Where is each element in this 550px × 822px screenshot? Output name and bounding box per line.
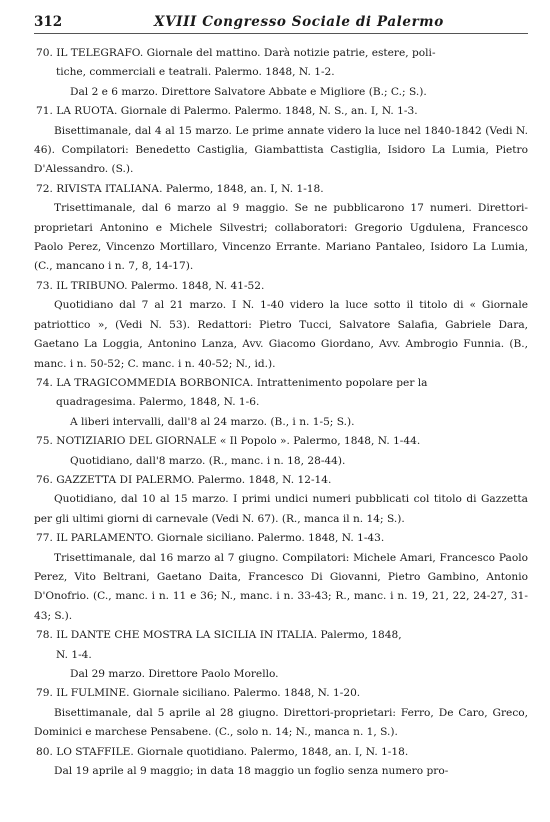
entry-text: Dal 2 e 6 marzo. Direttore Salvatore Abbate e Migliore (B.; C.; S.).	[70, 85, 427, 98]
entry-text: Trisettimanale, dal 16 marzo al 7 giugno. Compilatori: Michele Amari, Francesco Paolo Perez, Vito Beltrani, Gaetano Daita, Francesco Di Giovanni, Pietro Gambino, Antonio D'Onofrio. (C., manc. i n. 11 e 36; N., manc. i n. 33-43; R., manc. i n. 19, 21, 22, 24-27, 31-43; S.).	[34, 551, 528, 622]
entry-list	[34, 44, 528, 781]
entry-text: Bisettimanale, dal 4 al 15 marzo. Le prime annate videro la luce nel 1840-1842 (Vedi N. 46). Compilatori: Benedetto Castiglia, Giambattista Castiglia, Isidoro La Lumia, Pietro D'Alessandro. (S.).	[34, 124, 528, 176]
page-header	[34, 14, 528, 34]
bibliography-entry	[34, 374, 528, 432]
entry-heading: 71. LA RUOTA. Giornale di Palermo. Palermo. 1848, N. S., an. I, N. 1-3.	[36, 105, 418, 118]
entry-heading: 72. RIVISTA ITALIANA. Palermo, 1848, an. I, N. 1-18.	[36, 182, 324, 195]
entry-text: Quotidiano dal 7 al 21 marzo. I N. 1-40 videro la luce sotto il titolo di « Giornale patriottico », (Vedi N. 53). Redattori: Pietro Tucci, Salvatore Salafia, Gabriele Dara, Gaetano La Loggia, Antonino Lanza, Avv. Giacomo Giordano, Avv. Ambrogio Funnia. (B., manc. i n. 50-52; C. manc. i n. 40-52; N., id.).	[34, 299, 528, 370]
entry-heading: 77. IL PARLAMENTO. Giornale siciliano. Palermo. 1848, N. 1-43.	[36, 532, 385, 545]
entry-heading: 79. IL FULMINE. Giornale siciliano. Palermo. 1848, N. 1-20.	[36, 687, 361, 700]
entry-text: Quotidiano, dal 10 al 15 marzo. I primi undici numeri pubblicati col titolo di Gazzetta per gli ultimi giorni di carnevale (Vedi N. 67). (R., manca il n. 14; S.).	[34, 493, 528, 525]
bibliography-entry	[34, 529, 528, 626]
entry-heading: 74. LA TRAGICOMMEDIA BORBONICA. Intrattenimento popolare per la	[36, 376, 428, 389]
entry-text: N. 1-4.	[56, 648, 92, 661]
entry-text: Bisettimanale, dal 5 aprile al 28 giugno. Direttori-proprietari: Ferro, De Caro, Greco, Dominici e marchese Pensabene. (C., solo n. 14; N., manca n. 1, S.).	[34, 706, 528, 739]
entry-heading: 78. IL DANTE CHE MOSTRA LA SICILIA IN ITALIA. Palermo, 1848,	[36, 629, 402, 642]
bibliography-entry	[34, 277, 528, 374]
entry-heading: 75. NOTIZIARIO DEL GIORNALE « Il Popolo ». Palermo, 1848, N. 1-44.	[36, 435, 421, 448]
bibliography-entry	[34, 180, 528, 277]
entry-text: Quotidiano, dall'8 marzo. (R., manc. i n. 18, 28-44).	[70, 454, 346, 467]
entry-text: Dal 29 marzo. Direttore Paolo Morello.	[70, 668, 279, 680]
entry-heading: 80. LO STAFFILE. Giornale quotidiano. Palermo, 1848, an. I, N. 1-18.	[36, 745, 409, 758]
entry-heading: 70. IL TELEGRAFO. Giornale del mattino. Darà notizie patrie, estere, poli-	[36, 47, 436, 59]
bibliography-entry	[34, 102, 528, 180]
bibliography-entry	[34, 626, 528, 684]
bibliography-entry	[34, 432, 528, 471]
entry-heading: 76. GAZZETTA DI PALERMO. Palermo. 1848, N. 12-14.	[36, 473, 332, 486]
running-title: XVIII Congresso Sociale di Palermo	[154, 14, 444, 30]
entry-text: A liberi intervalli, dall'8 al 24 marzo. (B., i n. 1-5; S.).	[70, 415, 355, 428]
bibliography-entry	[34, 471, 528, 529]
bibliography-entry	[34, 684, 528, 742]
entry-text: Dal 19 aprile al 9 maggio; in data 18 maggio un foglio senza numero pro-	[54, 765, 449, 778]
bibliography-entry	[34, 743, 528, 782]
entry-heading: 73. IL TRIBUNO. Palermo. 1848, N. 41-52.	[36, 279, 265, 292]
page-number: 312	[34, 14, 63, 30]
bibliography-entry	[34, 44, 528, 102]
entry-text: quadragesima. Palermo, 1848, N. 1-6.	[56, 396, 260, 409]
entry-text: tiche, commerciali e teatrali. Palermo. 1848, N. 1-2.	[56, 66, 335, 79]
entry-text: Trisettimanale, dal 6 marzo al 9 maggio. Se ne pubblicarono 17 numeri. Direttori-proprietari Antonino e Michele Silvestri; collaboratori: Gregorio Ugdulena, Francesco Paolo Perez, Vincenzo Mortillaro, Vincenzo Errante. Mariano Pantaleo, Isidoro La Lumia, (C., mancano i n. 7, 8, 14-17).	[34, 202, 528, 273]
